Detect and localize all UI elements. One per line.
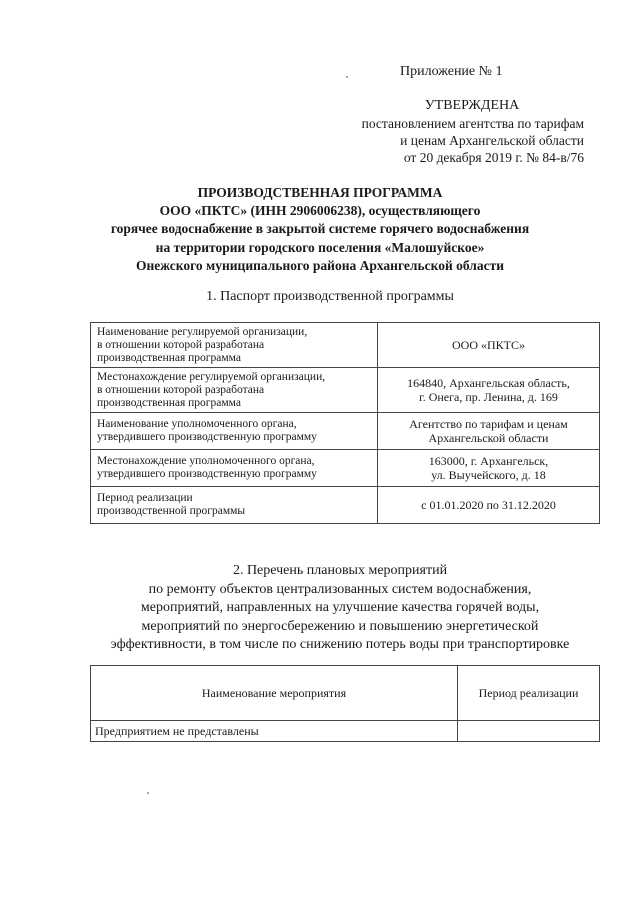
table-row [91, 368, 600, 413]
heading-line: по ремонту объектов централизованных систем водоснабжения, [148, 581, 532, 597]
heading-line: 2. Перечень плановых мероприятий [232, 563, 448, 578]
section2-heading [60, 562, 620, 655]
passport-value: с 01.01.2020 по 31.12.2020 [378, 487, 600, 524]
passport-value: 163000, г. Архангельск, ул. Выучейского, д. 18 [378, 450, 600, 487]
approval-line: и ценам Архангельской области [400, 133, 584, 148]
table-cell: Предприятием не представлены [91, 721, 458, 742]
section1-heading: 1. Паспорт производственной программы [206, 289, 454, 304]
approved-title: УТВЕРЖДЕНА [424, 98, 520, 113]
passport-value: 164840, Архангельская область, г. Онега, пр. Ленина, д. 169 [378, 368, 600, 413]
title-line: Онежского муниципального района Архангельской области [135, 257, 505, 273]
table-cell [458, 721, 600, 742]
title-line: ООО «ПКТС» (ИНН 2906006238), осуществляющего [159, 203, 481, 219]
heading-line: мероприятий, направленных на улучшение качества горячей воды, [140, 600, 540, 615]
passport-value: Агентство по тарифам и ценам Архангельской области [378, 413, 600, 450]
title-line: ПРОИЗВОДСТВЕННАЯ ПРОГРАММА [197, 185, 443, 200]
column-header: Наименование мероприятия [91, 666, 458, 721]
column-header: Период реализации [458, 666, 600, 721]
appendix-number: Приложение № 1 [400, 64, 503, 79]
title-line: на территории городского поселения «Малошуйское» [155, 239, 485, 255]
table-row [91, 450, 600, 487]
document-title [80, 184, 560, 275]
passport-table [90, 322, 600, 524]
passport-label: Местонахождение регулируемой организации, в отношении которой разработана производственная программа [91, 368, 378, 413]
passport-label: Период реализации производственной программы [91, 487, 378, 524]
measures-table [90, 665, 600, 742]
passport-label: Местонахождение уполномоченного органа, утвердившего производственную программу [91, 450, 378, 487]
table-row [91, 413, 600, 450]
heading-line: эффективности, в том числе по снижению потерь воды при транспортировке [110, 637, 570, 652]
passport-value: ООО «ПКТС» [378, 323, 600, 368]
scan-speck [147, 792, 149, 794]
heading-line: мероприятий по энергосбережению и повышению энергетической [141, 618, 539, 634]
table-header-row [91, 666, 600, 721]
table-row [91, 487, 600, 524]
approval-stamp [300, 97, 584, 166]
table-row [91, 721, 600, 742]
approval-line: постановлением агентства по тарифам [361, 116, 584, 131]
passport-label: Наименование уполномоченного органа, утвердившего производственную программу [91, 413, 378, 450]
passport-label: Наименование регулируемой организации, в отношении которой разработана производственная программа [91, 323, 378, 368]
table-row [91, 323, 600, 368]
scan-speck [346, 76, 348, 78]
title-line: горячее водоснабжение в закрытой системе горячего водоснабжения [110, 221, 530, 237]
approval-line: от 20 декабря 2019 г. № 84-в/76 [403, 150, 584, 165]
